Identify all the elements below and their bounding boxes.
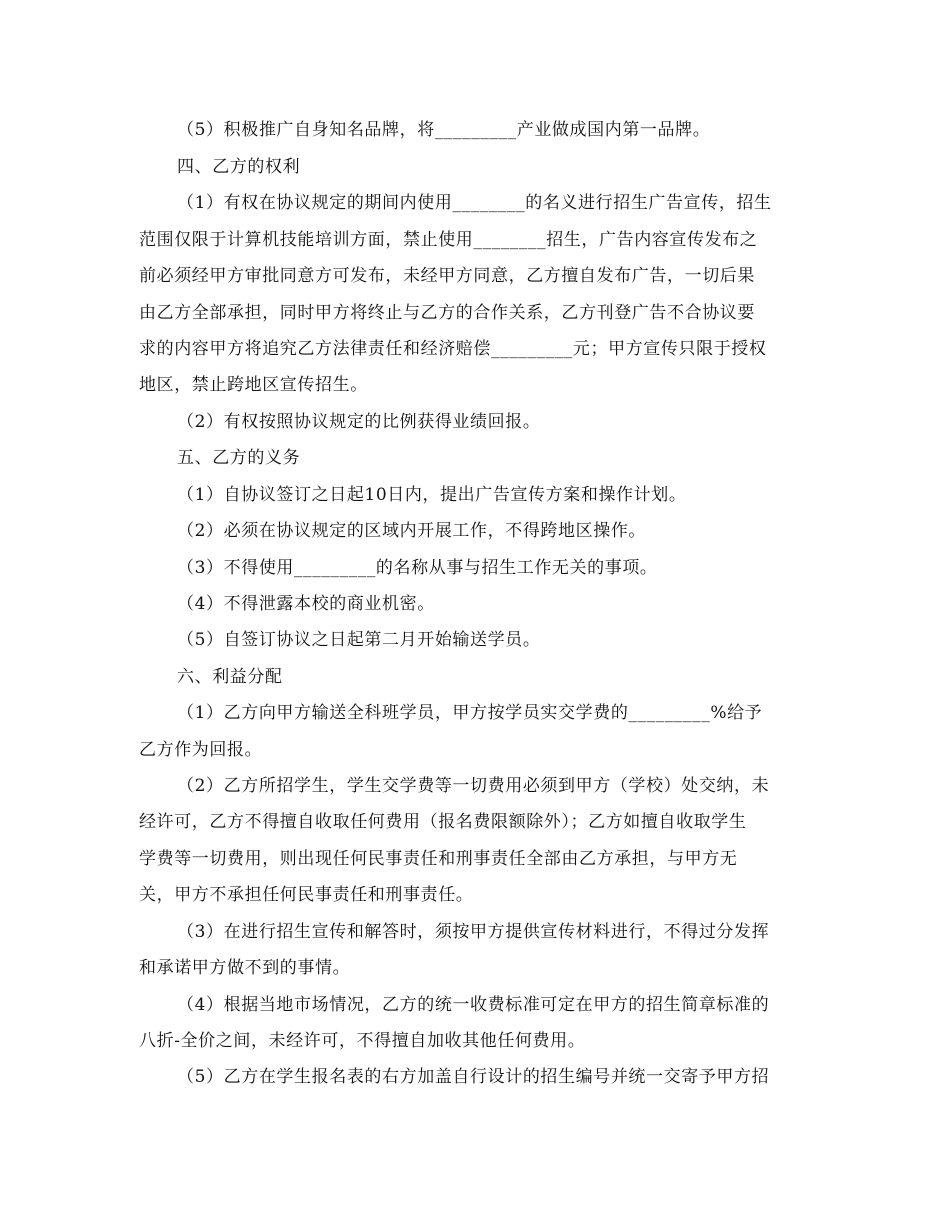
text-line: （4）不得泄露本校的商业机密。	[177, 594, 435, 614]
text-line: 经许可，乙方不得擅自收取任何费用（报名费限额除外）；乙方如擅自收取学生	[139, 812, 747, 832]
text-line: （2）必须在协议规定的区域内开展工作，不得跨地区操作。	[177, 521, 647, 541]
text-line: 由乙方全部承担，同时甲方将终止与乙方的合作关系，乙方刊登广告不合协议要	[139, 303, 755, 323]
text-line: 学费等一切费用，则出现任何民事责任和刑事责任全部由乙方承担，与甲方无	[139, 849, 738, 869]
text-line: （5）自签订协议之日起第二月开始输送学员。	[177, 630, 541, 650]
text-line: 和承诺甲方做不到的事情。	[139, 958, 351, 978]
text-line: 范围仅限于计算机技能培训方面，禁止使用________招生，广告内容宣传发布之	[139, 230, 758, 250]
text-line: 乙方作为回报。	[139, 740, 263, 760]
section-heading: 四、乙方的权利	[177, 157, 301, 177]
text-line: （4）根据当地市场情况，乙方的统一收费标准可定在甲方的招生简章标准的	[177, 995, 770, 1015]
text-line: 求的内容甲方将追究乙方法律责任和经济赔偿_________元；甲方宣传只限于授权	[139, 339, 767, 359]
section-heading: 五、乙方的义务	[177, 448, 301, 468]
text-line: （1）自协议签订之日起10日内，提出广告宣传方案和操作计划。	[177, 485, 687, 505]
section-heading: 六、利益分配	[177, 667, 283, 687]
text-line: （3）不得使用_________的名称从事与招生工作无关的事项。	[177, 558, 658, 578]
text-line: （5）积极推广自身知名品牌，将_________产业做成国内第一品牌。	[177, 120, 711, 140]
text-line: （2）有权按照协议规定的比例获得业绩回报。	[177, 412, 541, 432]
text-line: （5）乙方在学生报名表的右方加盖自行设计的招生编号并统一交寄予甲方招	[177, 1067, 770, 1087]
text-line: （1）乙方向甲方输送全科班学员，甲方按学员实交学费的_________%给予	[177, 703, 763, 723]
text-line: （2）乙方所招学生，学生交学费等一切费用必须到甲方（学校）处交纳，未	[177, 776, 770, 796]
text-line: 八折-全价之间，未经许可，不得擅自加收其他任何费用。	[139, 1031, 586, 1051]
text-line: （1）有权在协议规定的期间内使用________的名义进行招生广告宣传，招生	[177, 193, 772, 213]
text-line: （3）在进行招生宣传和解答时，须按甲方提供宣传材料进行，不得过分发挥	[177, 922, 770, 942]
text-line: 地区，禁止跨地区宣传招生。	[139, 375, 368, 395]
text-line: 前必须经甲方审批同意方可发布，未经甲方同意，乙方擅自发布广告，一切后果	[139, 266, 755, 286]
text-line: 关，甲方不承担任何民事责任和刑事责任。	[139, 885, 474, 905]
